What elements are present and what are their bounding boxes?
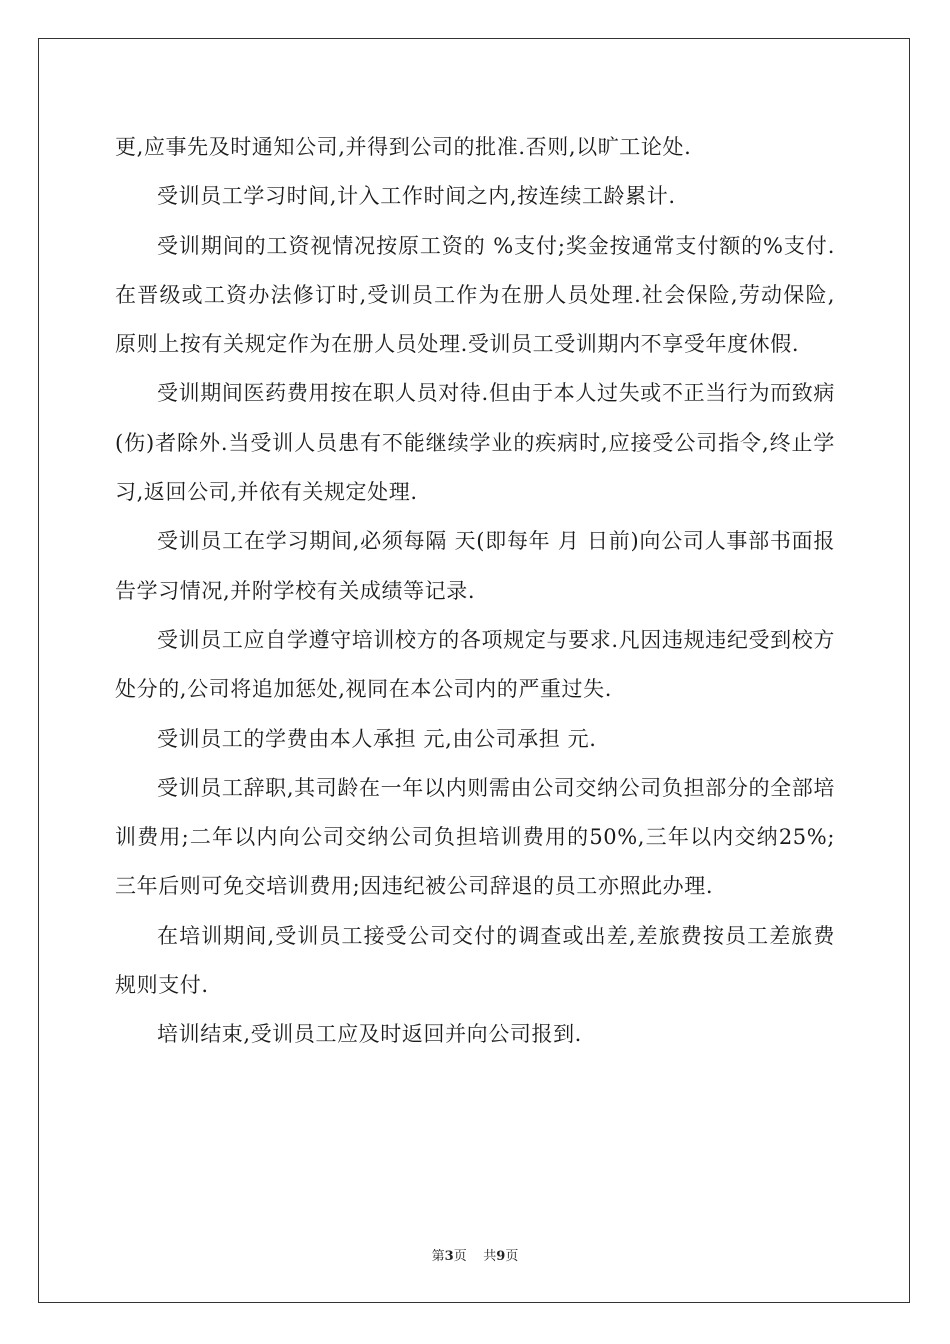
page-footer bbox=[0, 1245, 950, 1264]
paragraph-9: 在培训期间,受训员工接受公司交付的调查或出差,差旅费按员工差旅费规则支付. bbox=[115, 923, 835, 998]
footer-page-prefix: 第 bbox=[431, 1249, 445, 1264]
footer-total-suffix: 页 bbox=[505, 1249, 519, 1264]
footer-page-number: 3 bbox=[444, 1249, 454, 1264]
footer-total-prefix: 共 bbox=[483, 1249, 497, 1264]
paragraph-8: 受训员工辞职,其司龄在一年以内则需由公司交纳公司负担部分的全部培训费用;二年以内向公司交纳公司负担培训费用的50%,三年以内交纳25%;三年后则可免交培训费用;因违纪被公司辞退的员工亦照此办理. bbox=[115, 775, 835, 899]
paragraph-7: 受训员工的学费由本人承担 元,由公司承担 元. bbox=[157, 726, 597, 751]
paragraph-5: 受训员工在学习期间,必须每隔 天(即每年 月 日前)向公司人事部书面报告学习情况,并附学校有关成绩等记录. bbox=[115, 529, 835, 603]
paragraph-10: 培训结束,受训员工应及时返回并向公司报到. bbox=[157, 1022, 582, 1047]
paragraph-4: 受训期间医药费用按在职人员对待.但由于本人过失或不正当行为而致病(伤)者除外.当受训人员患有不能继续学业的疾病时,应接受公司指令,终止学习,返回公司,并依有关规定处理. bbox=[115, 381, 835, 505]
paragraph-3: 受训期间的工资视情况按原工资的 %支付;奖金按通常支付额的%支付.在晋级或工资办法修订时,受训员工作为在册人员处理.社会保险,劳动保险,原则上按有关规定作为在册人员处理.受训员工受训期内不享受年度休假. bbox=[115, 233, 835, 357]
paragraph-1: 更,应事先及时通知公司,并得到公司的批准.否则,以旷工论处. bbox=[115, 135, 692, 159]
footer-total-pages: 9 bbox=[496, 1249, 506, 1264]
paragraph-6: 受训员工应自学遵守培训校方的各项规定与要求.凡因违规违纪受到校方处分的,公司将追加惩处,视同在本公司内的严重过失. bbox=[115, 627, 835, 702]
document-body bbox=[115, 123, 835, 1060]
footer-page-suffix: 页 bbox=[453, 1249, 467, 1264]
paragraph-2: 受训员工学习时间,计入工作时间之内,按连续工龄累计. bbox=[157, 184, 676, 209]
